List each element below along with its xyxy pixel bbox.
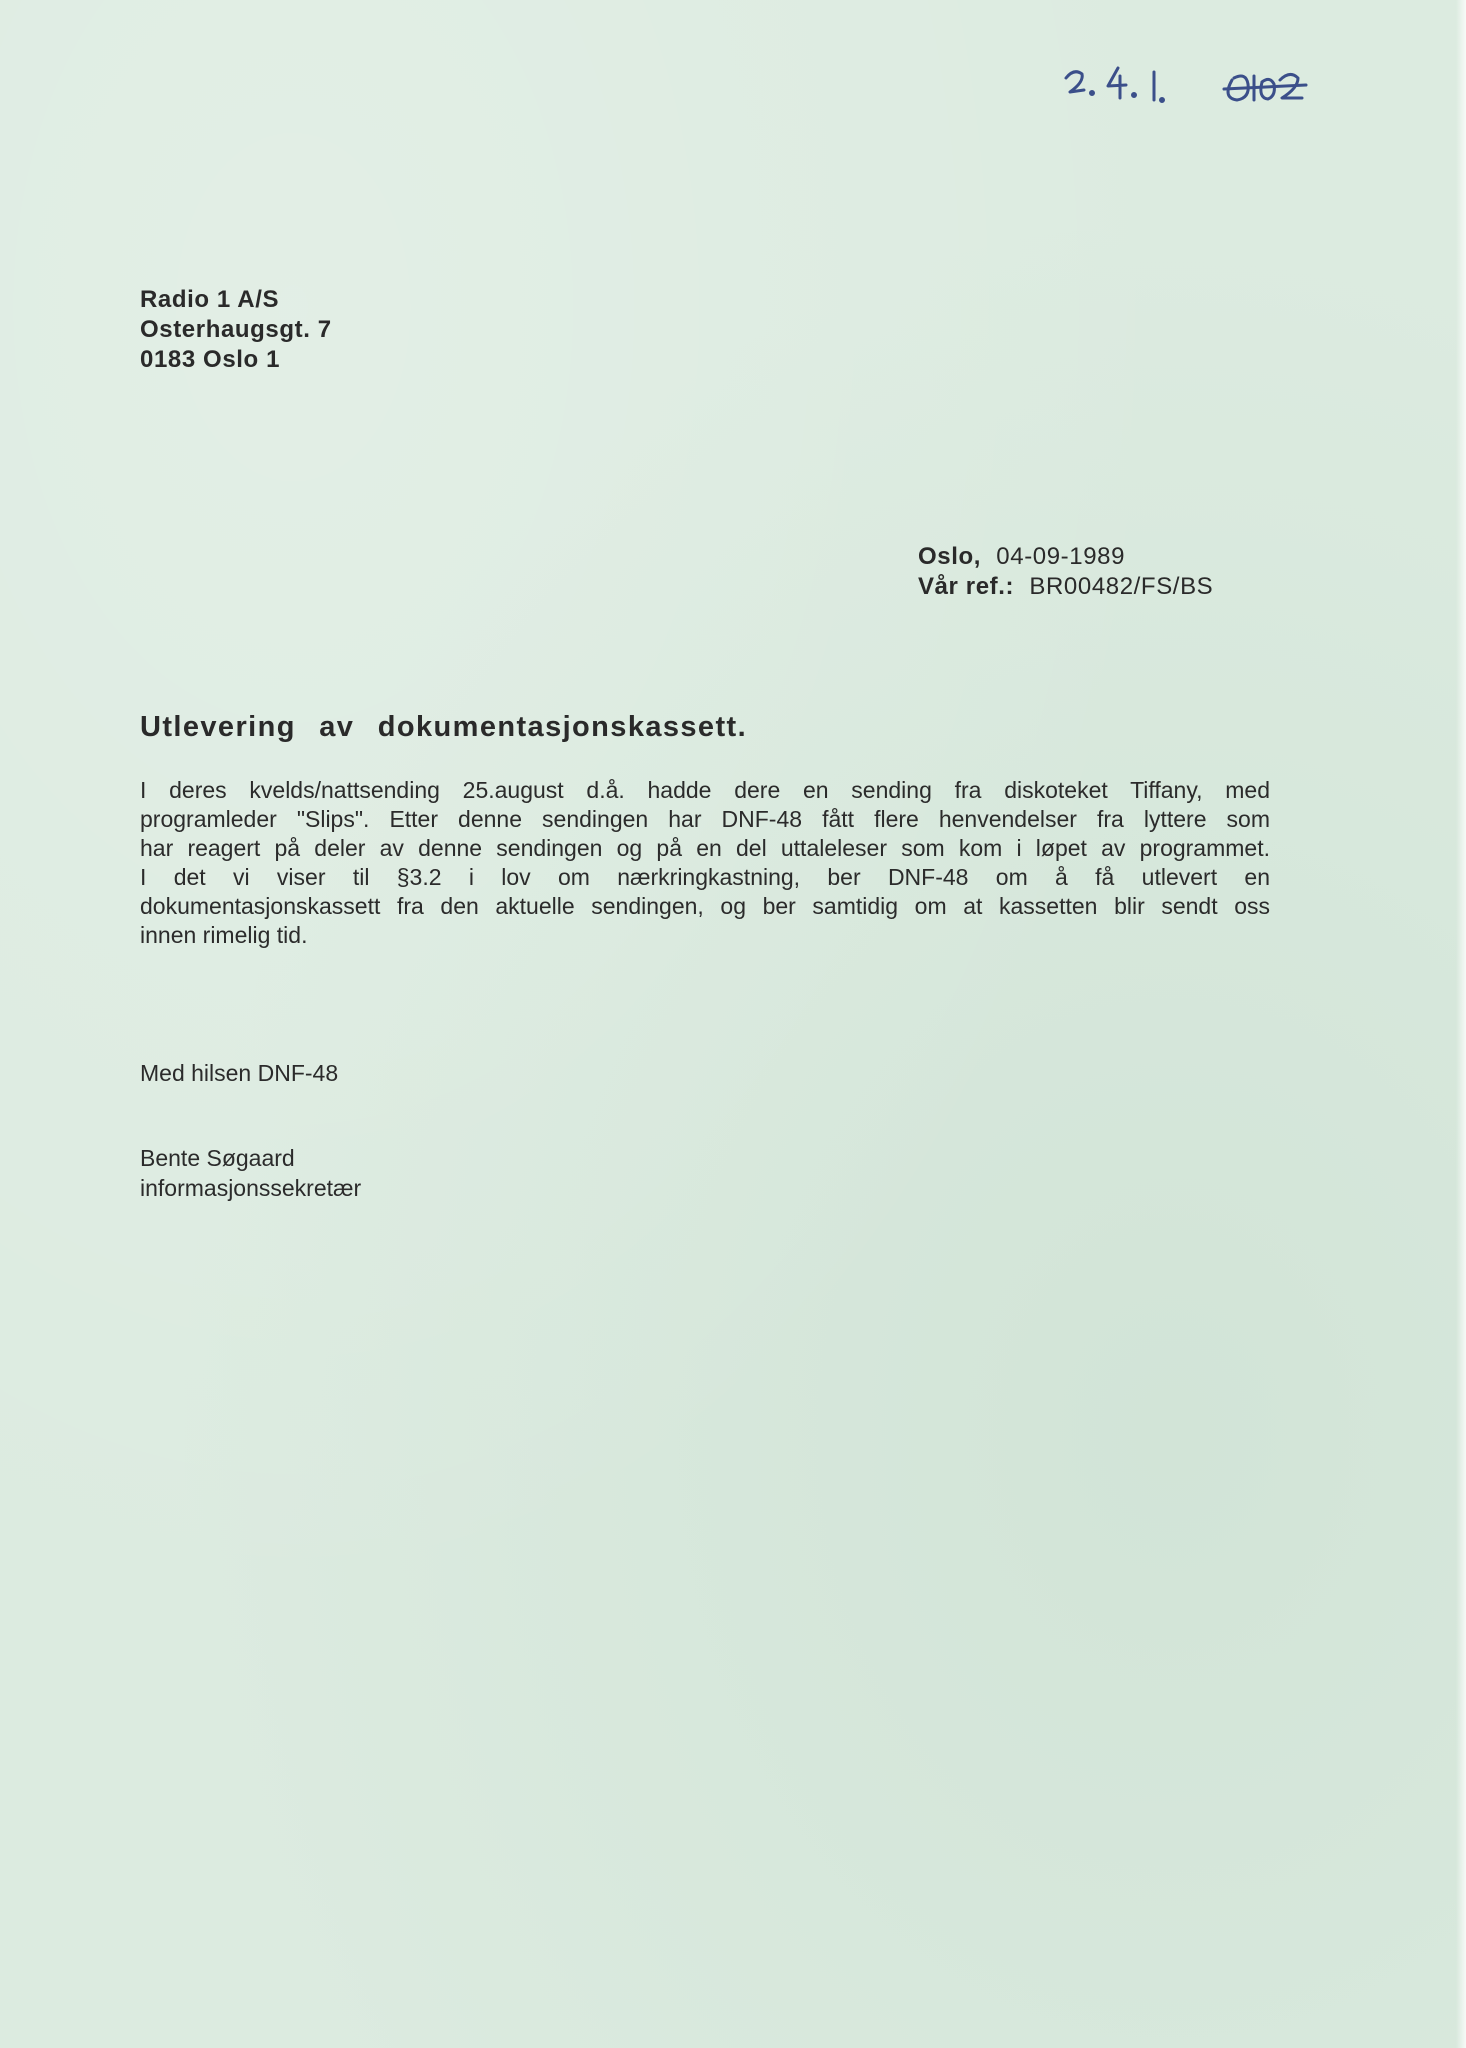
reference-row: [918, 572, 1213, 602]
signature-block: [140, 1143, 361, 1203]
body-line: innen rimelig tid.: [140, 922, 308, 948]
letter-subject: Utlevering av dokumentasjonskassett.: [140, 711, 748, 743]
letter-meta: [918, 542, 1213, 602]
date-row: [918, 542, 1213, 572]
body-line: har reagert på deler av denne sendingen og på en del uttaleleser som kom i løpet av programmet.: [140, 835, 1270, 861]
reference-value: BR00482/FS/BS: [1029, 573, 1214, 600]
signer-title: informasjonssekretær: [140, 1175, 362, 1201]
body-line: I deres kvelds/nattsending 25.august d.å. hadde dere en sending fra diskoteket Tiffany, med: [140, 777, 1270, 803]
place-label: Oslo,: [918, 543, 982, 570]
letter-body: [140, 776, 1270, 950]
body-line: I det vi viser til §3.2 i lov om nærkringkastning, ber DNF-48 om å få utlevert en: [140, 864, 1270, 890]
recipient-name: Radio 1 A/S: [140, 286, 280, 313]
recipient-street: Osterhaugsgt. 7: [140, 316, 332, 343]
signer-name: Bente Søgaard: [140, 1145, 295, 1171]
body-line: programleder "Slips". Etter denne sendingen har DNF-48 fått flere henvendelser fra lyttere som: [140, 806, 1270, 832]
letter-date: 04-09-1989: [996, 543, 1126, 570]
recipient-address: [140, 285, 332, 375]
handwritten-annotation-drawing: [1062, 58, 1352, 118]
recipient-postal: 0183 Oslo 1: [140, 346, 281, 373]
body-line: dokumentasjonskassett fra den aktuelle sendingen, og ber samtidig om at kassetten blir sendt oss: [140, 893, 1270, 919]
reference-label: Vår ref.:: [918, 573, 1015, 600]
closing-greeting: Med hilsen DNF-48: [140, 1060, 339, 1086]
handwritten-annotation: [1062, 58, 1352, 118]
